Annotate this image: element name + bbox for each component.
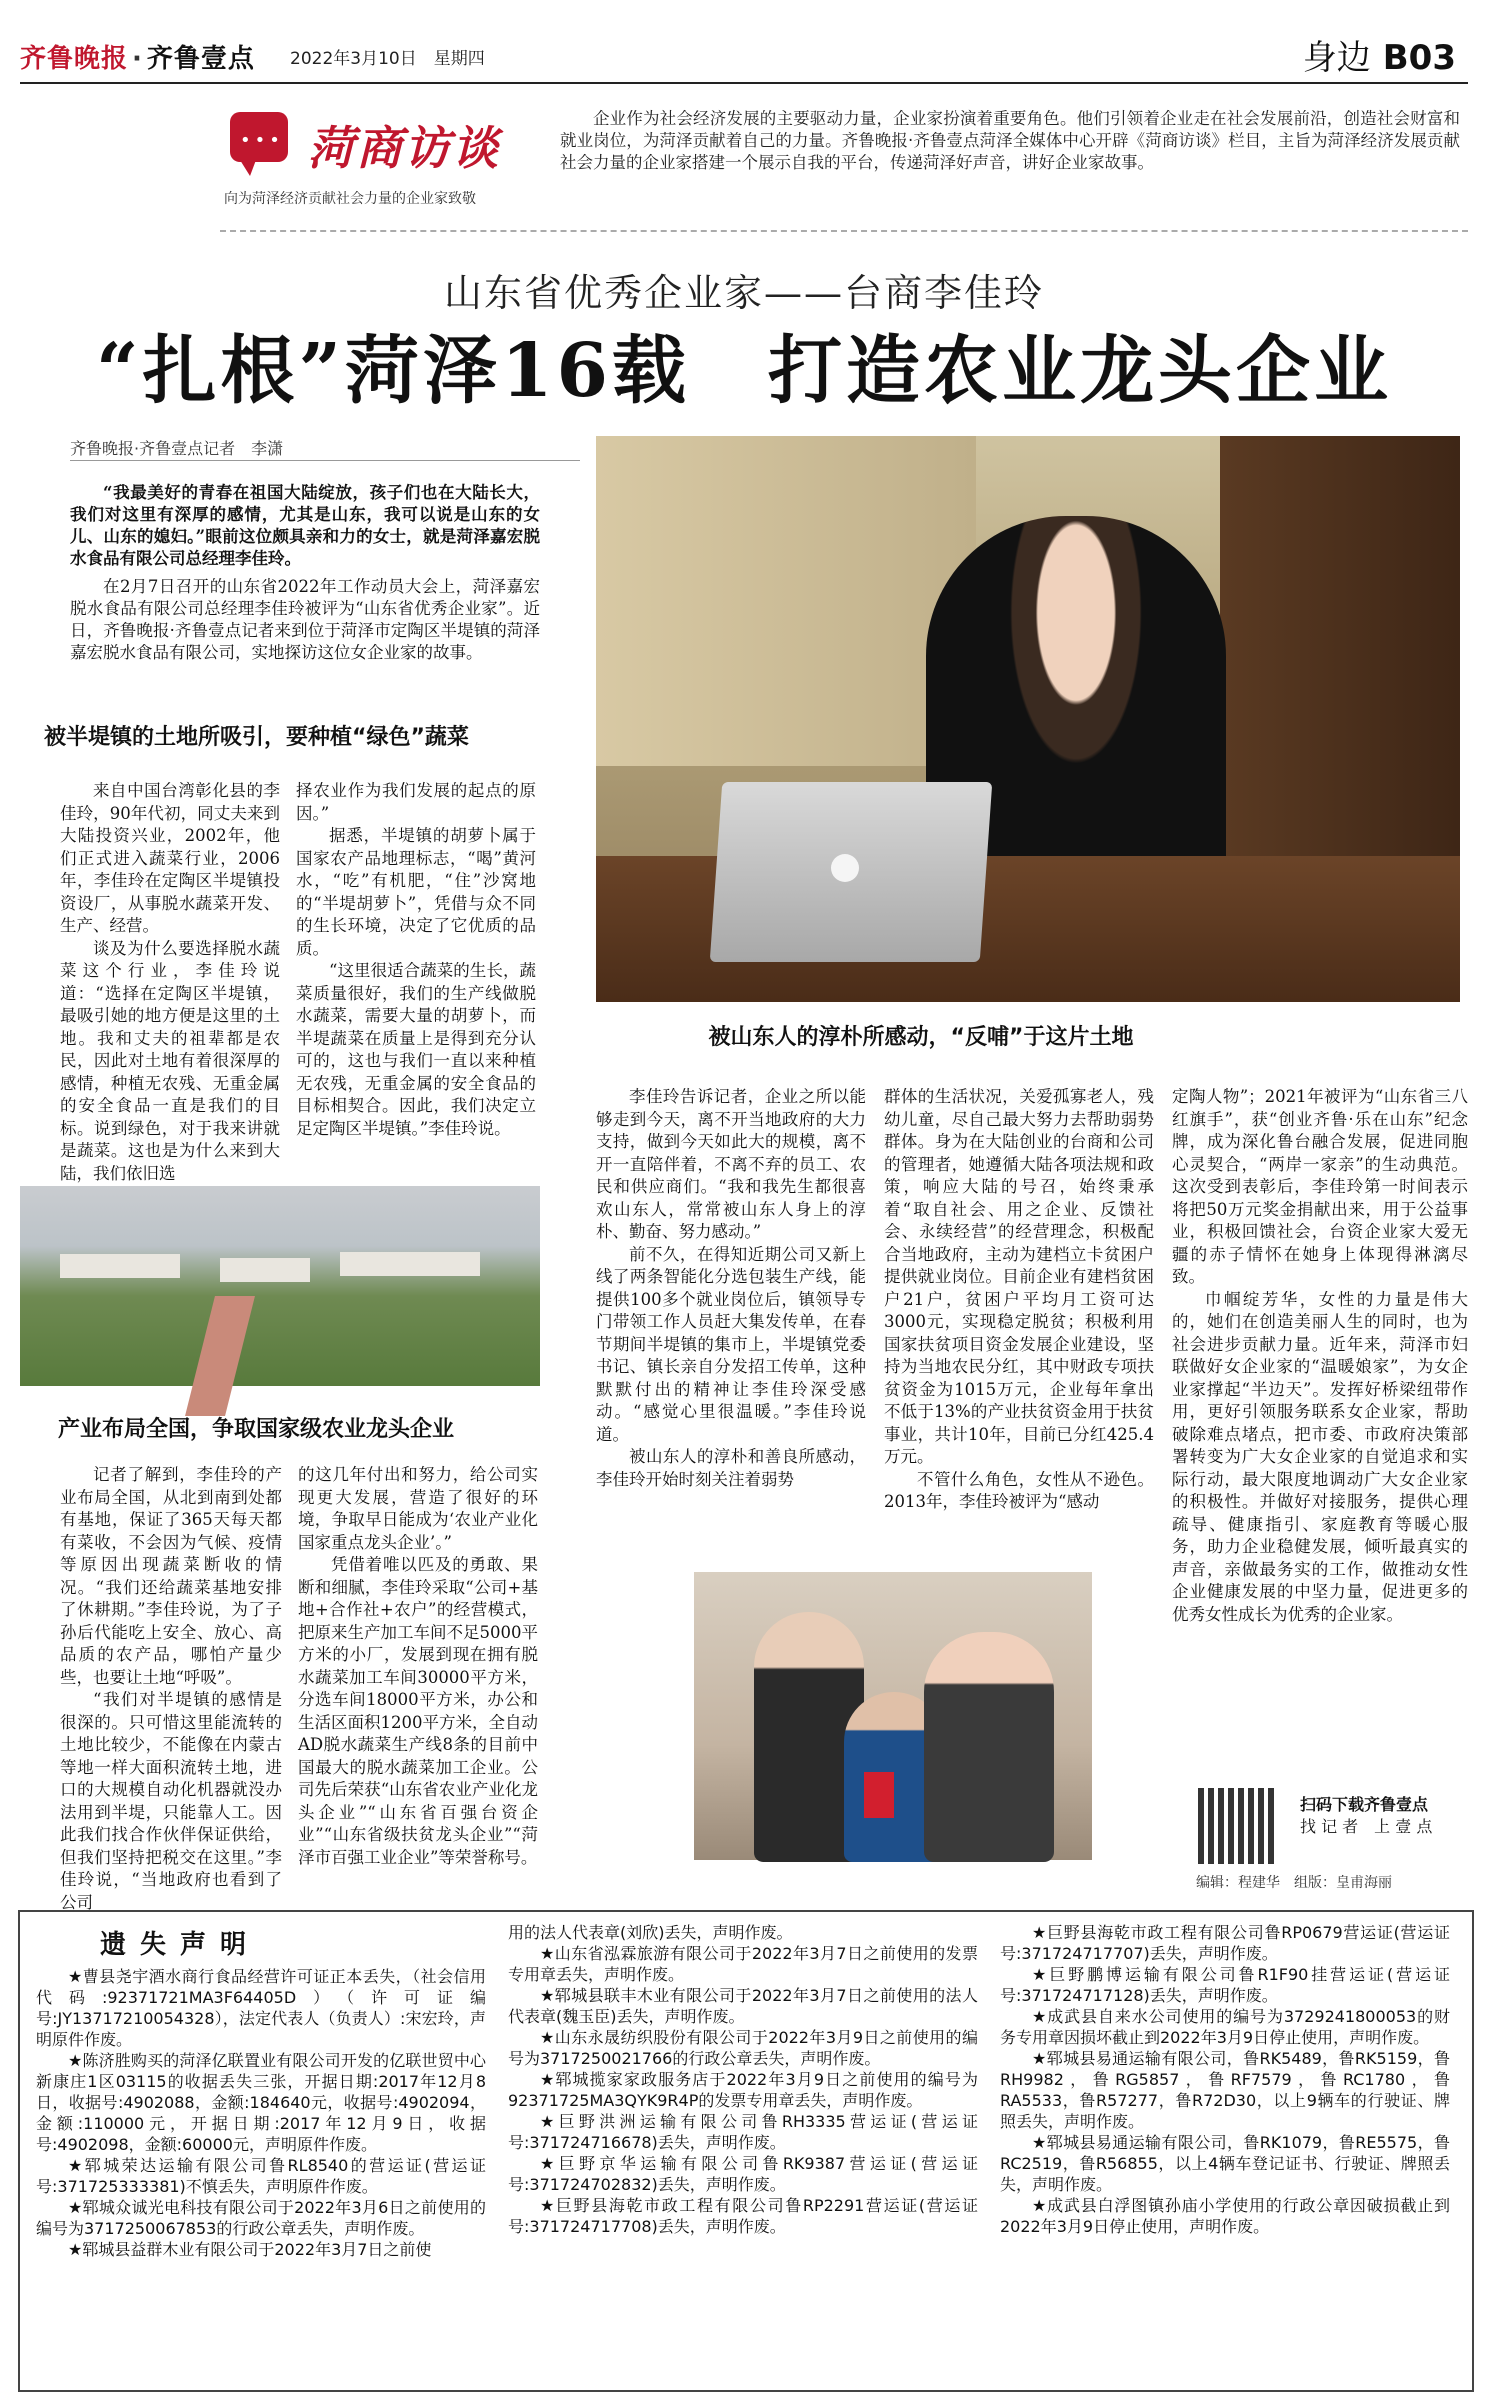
section2-col1 bbox=[596, 1086, 866, 1566]
section2-col2 bbox=[884, 1086, 1154, 1566]
notice-item: ★曹县尧宇酒水商行食品经营许可证正本丢失，（社会信用代码:92371721MA3F64405D）（许可证编号:JY13717210054328），法定代表人（负责人）:宋宏玲，声明原件作废。 bbox=[36, 1967, 486, 2049]
paragraph: 凭借着唯以匹及的勇敢、果断和细腻，李佳玲采取“公司+基地+合作社+农户”的经营模式，把原来生产加工车间不足5000平方米的小厂，发展到现在拥有脱水蔬菜加工车间30000平方米，分选车间18000平方米，办公和生活区面积1200平方米，全自动AD脱水蔬菜生产线8条的目前中国最大的脱水蔬菜加工企业。公司先后荣获“山东省农业产业化龙头企业”“山东省百强台资企业”“山东省级扶贫龙头企业”“菏泽市百强工业企业”等荣誉称号。 bbox=[298, 1555, 538, 1867]
paragraph: 来自中国台湾彰化县的李佳玲，90年代初，同丈夫来到大陆投资兴业，2002年，他们正式进入蔬菜行业，2006年，李佳玲在定陶区半堤镇投资设厂，从事脱水蔬菜开发、生产、经营。 bbox=[60, 781, 280, 935]
qr-line-1: 扫码下载齐鲁壹点 bbox=[1300, 1795, 1429, 1814]
notice-item: 用的法人代表章(刘欣)丢失，声明作废。 bbox=[508, 1923, 793, 1942]
photo-family-red-envelope bbox=[694, 1572, 1092, 1860]
notice-item: ★郓城众诚光电科技有限公司于2022年3月6日之前使用的编号为3717250067853的行政公章丢失，声明作废。 bbox=[36, 2198, 486, 2238]
notice-item: ★巨野洪洲运输有限公司鲁RH3335营运证(营运证号:371724716678)丢失，声明作废。 bbox=[508, 2112, 978, 2152]
subhead-1: 被半堤镇的土地所吸引，要种植“绿色”蔬菜 bbox=[44, 725, 469, 750]
section-name: 身边 bbox=[1302, 38, 1371, 78]
section1-col1 bbox=[60, 780, 280, 1183]
chat-bubble-icon: ••• bbox=[230, 112, 288, 162]
masthead-rule bbox=[20, 82, 1468, 84]
notice-item: ★郓城荣达运输有限公司鲁RL8540的营运证(营运证号:371725333381)不慎丢失，声明原件作废。 bbox=[36, 2156, 486, 2196]
column-title: 菏商访谈 bbox=[308, 121, 500, 175]
notice-item: ★陈济胜购买的菏泽亿联置业有限公司开发的亿联世贸中心新康庄1区03115的收据丢失三张，开据日期:2017年12月8日，收据号:4902088，金额:184640元，收据号:4902094，金额:110000元，开据日期:2017年12月9日，收据号:4902098，金额:60000元，声明原件作废。 bbox=[36, 2051, 486, 2154]
paragraph: “这里很适合蔬菜的生长，蔬菜质量很好，我们的生产线做脱水蔬菜，需要大量的胡萝卜，而半堤蔬菜在质量上是得到充分认可的，这也与我们一直以来种植无农残，无重金属的安全食品的目标相契合。因此，我们决定立足定陶区半堤镇。”李佳玲说。 bbox=[296, 961, 536, 1138]
section3-col2 bbox=[298, 1464, 538, 1898]
photo-woman-2 bbox=[924, 1632, 1054, 1862]
logo-separator: · bbox=[132, 44, 143, 74]
paragraph: 据悉，半堤镇的胡萝卜属于国家农产品地理标志，“喝”黄河水，“吃”有机肥，“住”沙窝地的“半堤胡萝卜”，凭借与众不同的生长环境，决定了它优质的品质。 bbox=[296, 826, 536, 958]
qr-line-2: 找 记 者 上 壹 点 bbox=[1300, 1817, 1433, 1836]
notice-title: 遗失声明 bbox=[100, 1930, 261, 1960]
paragraph: 群体的生活状况，关爱孤寡老人，残幼儿童，尽自己最大努力去帮助弱势群体。身为在大陆创业的台商和公司的管理者，她遵循大陆各项法规和政策，响应大陆的号召，始终秉承着“取自社会、用之企业、反馈社会、永续经营”的经营理念，积极配合当地政府，主动为建档立卡贫困户提供就业岗位。目前企业有建档贫困户21户，贫困户平均月工资可达3000元，实现稳定脱贫；积极利用国家扶贫项目资金发展企业建设，坚持为当地农民分红，其中财政专项扶贫资金为1015万元，企业每年拿出不低于13%的产业扶贫资金用于扶贫事业，共计10年，目前已分红425.4万元。 bbox=[884, 1087, 1154, 1466]
photo-building bbox=[340, 1252, 480, 1276]
section3-col1 bbox=[60, 1464, 282, 1912]
article-kicker: 山东省优秀企业家——台商李佳玲 bbox=[443, 271, 1044, 315]
notice-item: ★巨野县海乾市政工程有限公司鲁RP0679营运证(营运证号:371724717707)丢失，声明作废。 bbox=[1000, 1923, 1450, 1963]
article-lead bbox=[70, 482, 540, 670]
paragraph: 择农业作为我们发展的起点的原因。” bbox=[296, 781, 536, 823]
notice-item: ★郓城县益群木业有限公司于2022年3月7日之前使 bbox=[68, 2240, 432, 2259]
section2-col3 bbox=[1172, 1086, 1468, 1776]
issue-date: 2022年3月10日 星期四 bbox=[290, 49, 485, 69]
notice-item: ★巨野鹏博运输有限公司鲁R1F90挂营运证(营运证号:371724717128)丢失，声明作废。 bbox=[1000, 1965, 1450, 2005]
editor-credits: 编辑：程建华 组版：皇甫海丽 bbox=[1196, 1875, 1392, 1891]
notice-item: ★成武县白浮图镇孙庙小学使用的行政公章因破损截止到2022年3月9日停止使用，声明作废。 bbox=[1000, 2196, 1450, 2236]
paragraph: 记者了解到，李佳玲的产业布局全国，从北到南到处都有基地，保证了365天每天都有菜收，不会因为气候、疫情等原因出现蔬菜断收的情况。“我们还给蔬菜基地安排了休耕期。”李佳玲说，为了子孙后代能吃上安全、放心、高品质的农产品，哪怕产量少些，也要让土地“呼吸”。 bbox=[60, 1465, 282, 1687]
notice-item: ★巨野京华运输有限公司鲁RK9387营运证(营运证号:371724702832)丢失，声明作废。 bbox=[508, 2154, 978, 2194]
article-headline: “扎根”菏泽16载 打造农业龙头企业 bbox=[95, 328, 1393, 414]
logo-qilu-yidian: 齐鲁壹点 bbox=[146, 44, 255, 74]
photo-road bbox=[185, 1296, 255, 1416]
paragraph: 被山东人的淳朴和善良所感动，李佳玲开始时刻关注着弱势 bbox=[596, 1447, 866, 1489]
qr-text bbox=[1300, 1794, 1432, 1838]
notice-item: ★郓城县易通运输有限公司，鲁RK1079，鲁RE5575，鲁RC2519，鲁R56855，以上4辆车登记证书、行驶证、牌照丢失，声明作废。 bbox=[1000, 2133, 1450, 2194]
notice-col3 bbox=[1000, 1922, 1450, 2237]
byline-rule bbox=[70, 460, 580, 461]
paragraph: 前不久，在得知近期公司又新上线了两条智能化分选包装生产线，能提供100多个就业岗位后，镇领导专门带领工作人员赶大集发传单，在春节期间半堤镇的集市上，半堤镇党委书记、镇长亲自分发招工传单，这种默默付出的精神让李佳玲深受感动。“感觉心里很温暖。”李佳玲说道。 bbox=[596, 1244, 866, 1444]
qr-code[interactable] bbox=[1198, 1788, 1274, 1864]
newspaper-logo bbox=[20, 38, 255, 75]
lead-body: 在2月7日召开的山东省2022年工作动员大会上，菏泽嘉宏脱水食品有限公司总经理李佳玲被评为“山东省优秀企业家”。近日，齐鲁晚报·齐鲁壹点记者来到位于菏泽市定陶区半堤镇的菏泽嘉宏脱水食品有限公司，实地探访这位女企业家的故事。 bbox=[70, 577, 540, 662]
subhead-2: 产业布局全国，争取国家级农业龙头企业 bbox=[58, 1417, 455, 1442]
dashed-divider bbox=[220, 230, 1468, 232]
paragraph: 谈及为什么要选择脱水蔬菜这个行业，李佳玲说道：“选择在定陶区半堤镇，最吸引她的地方便是这里的土地。我和丈夫的祖辈都是农民，因此对土地有着很深厚的感情，种植无农残、无重金属的安全食品一直是我们的目标。说到绿色，对于我来讲就是蔬菜。这也是为什么来到大陆，我们依旧选 bbox=[60, 938, 280, 1183]
notice-item: ★郓城县易通运输有限公司，鲁RK5489，鲁RK5159，鲁RH9982，鲁RG5857，鲁RF7579，鲁RC1780，鲁RA5533，鲁R57277，鲁R72D30，以上9辆车的行驶证、牌照丢失，声明作废。 bbox=[1000, 2049, 1450, 2131]
notice-item: ★山东永晟纺织股份有限公司于2022年3月9日之前使用的编号为3717250021766的行政公章丢失，声明作废。 bbox=[508, 2028, 978, 2068]
paragraph: 巾帼绽芳华，女性的力量是伟大的，她们在创造美丽人生的同时，也为社会进步贡献力量。近年来，菏泽市妇联做好女企业家的“温暖娘家”，为女企业家撑起“半边天”。发挥好桥梁纽带作用，更好引领服务联系女企业家，帮助破除难点堵点，把市委、市政府决策部署转变为广大女企业家的自觉追求和实际行动，最大限度地调动广大女企业家的积极性。并做好对接服务，提供心理疏导、健康指引、家庭教育等暖心服务，助力企业稳健发展，倾听最真实的声音，亲做最务实的工作，做推动女性企业健康发展的中坚力量，促进更多的优秀女性成长为优秀的企业家。 bbox=[1172, 1289, 1468, 1624]
notice-col1 bbox=[36, 1966, 486, 2260]
photo-factory-aerial bbox=[20, 1186, 540, 1386]
photo-shelf bbox=[596, 436, 976, 766]
photo-li-jialing-office bbox=[596, 436, 1460, 1002]
column-tagline: 向为菏泽经济贡献社会力量的企业家致敬 bbox=[224, 191, 476, 207]
paragraph: 李佳玲告诉记者，企业之所以能够走到今天，离不开当地政府的大力支持，做到今天如此大的规模，离不开一直陪伴着，不离不弃的员工、农民和供应商们。“我和我先生都很喜欢山东人，常常被山东人身上的淳朴、勤奋、努力感动。” bbox=[596, 1087, 866, 1241]
notice-item: ★巨野县海乾市政工程有限公司鲁RP2291营运证(营运证号:371724717708)丢失，声明作废。 bbox=[508, 2196, 978, 2236]
paragraph: “我们对半堤镇的感情是很深的。只可惜这里能流转的土地比较少，不能像在内蒙古等地一样大面积流转土地，进口的大规模自动化机器就没办法用到半堤，只能靠人工。因此我们找合作伙伴保证供给，但我们坚持把税交在这里。”李佳玲说，“当地政府也看到了公司 bbox=[60, 1690, 282, 1912]
photo-building bbox=[220, 1258, 310, 1282]
notice-item: ★郓城县联丰木业有限公司于2022年3月7日之前使用的法人代表章(魏玉臣)丢失，声明作废。 bbox=[508, 1986, 978, 2026]
column-intro: 企业作为社会经济发展的主要驱动力量，企业家扮演着重要角色。他们引领着企业走在社会发展前沿，创造社会财富和就业岗位，为菏泽贡献着自己的力量。齐鲁晚报·齐鲁壹点菏泽全媒体中心开辟《菏商访谈》栏目，主旨为菏泽经济发展贡献社会力量的企业家搭建一个展示自我的平台，传递菏泽好声音，讲好企业家故事。 bbox=[560, 109, 1460, 172]
section1-col2 bbox=[296, 780, 536, 1180]
notice-item: ★郓城揽家家政服务店于2022年3月9日之前使用的编号为92371725MA3QYK9R4P的发票专用章丢失，声明作废。 bbox=[508, 2070, 978, 2110]
section-label bbox=[1303, 30, 1456, 79]
apple-logo-icon bbox=[831, 854, 859, 882]
photo-building bbox=[60, 1254, 180, 1278]
paragraph: 的这几年付出和努力，给公司实现更大发展，营造了很好的环境，争取早日能成为‘农业产业化国家重点龙头企业’。” bbox=[298, 1465, 538, 1552]
notice-item: ★成武县自来水公司使用的编号为3729241800053的财务专用章因损坏截止到2022年3月9日停止使用，声明作废。 bbox=[1000, 2007, 1450, 2047]
column-brand bbox=[220, 102, 540, 212]
page-number: B03 bbox=[1382, 38, 1456, 78]
paragraph: 定陶人物”；2021年被评为“山东省三八红旗手”，获“创业齐鲁·乐在山东”纪念牌，成为深化鲁台融合发展，促进同胞心灵契合，“两岸一家亲”的生动典范。这次受到表彰后，李佳玲第一时间表示将把50万元奖金捐献出来，用于公益事业，积极回馈社会，台资企业家大爱无疆的赤子情怀在她身上体现得淋漓尽致。 bbox=[1172, 1087, 1468, 1286]
notice-item: ★山东省泓霖旅游有限公司于2022年3月7日之前使用的发票专用章丢失，声明作废。 bbox=[508, 1944, 978, 1984]
article-byline: 齐鲁晚报·齐鲁壹点记者 李潇 bbox=[70, 439, 284, 458]
lead-quote: “我最美好的青春在祖国大陆绽放，孩子们也在大陆长大，我们对这里有深厚的感情，尤其是山东，我可以说是山东的女儿、山东的媳妇。”眼前这位颇具亲和力的女士，就是菏泽嘉宏脱水食品有限公司总经理李佳玲。 bbox=[70, 483, 540, 568]
red-envelope bbox=[864, 1772, 894, 1818]
notice-col2 bbox=[508, 1922, 978, 2237]
paragraph: 不管什么角色，女性从不逊色。2013年，李佳玲被评为“感动 bbox=[884, 1469, 1154, 1511]
subhead-photo-caption: 被山东人的淳朴所感动，“反哺”于这片土地 bbox=[708, 1025, 1134, 1050]
logo-qilu-evening: 齐鲁晚报 bbox=[20, 44, 129, 74]
